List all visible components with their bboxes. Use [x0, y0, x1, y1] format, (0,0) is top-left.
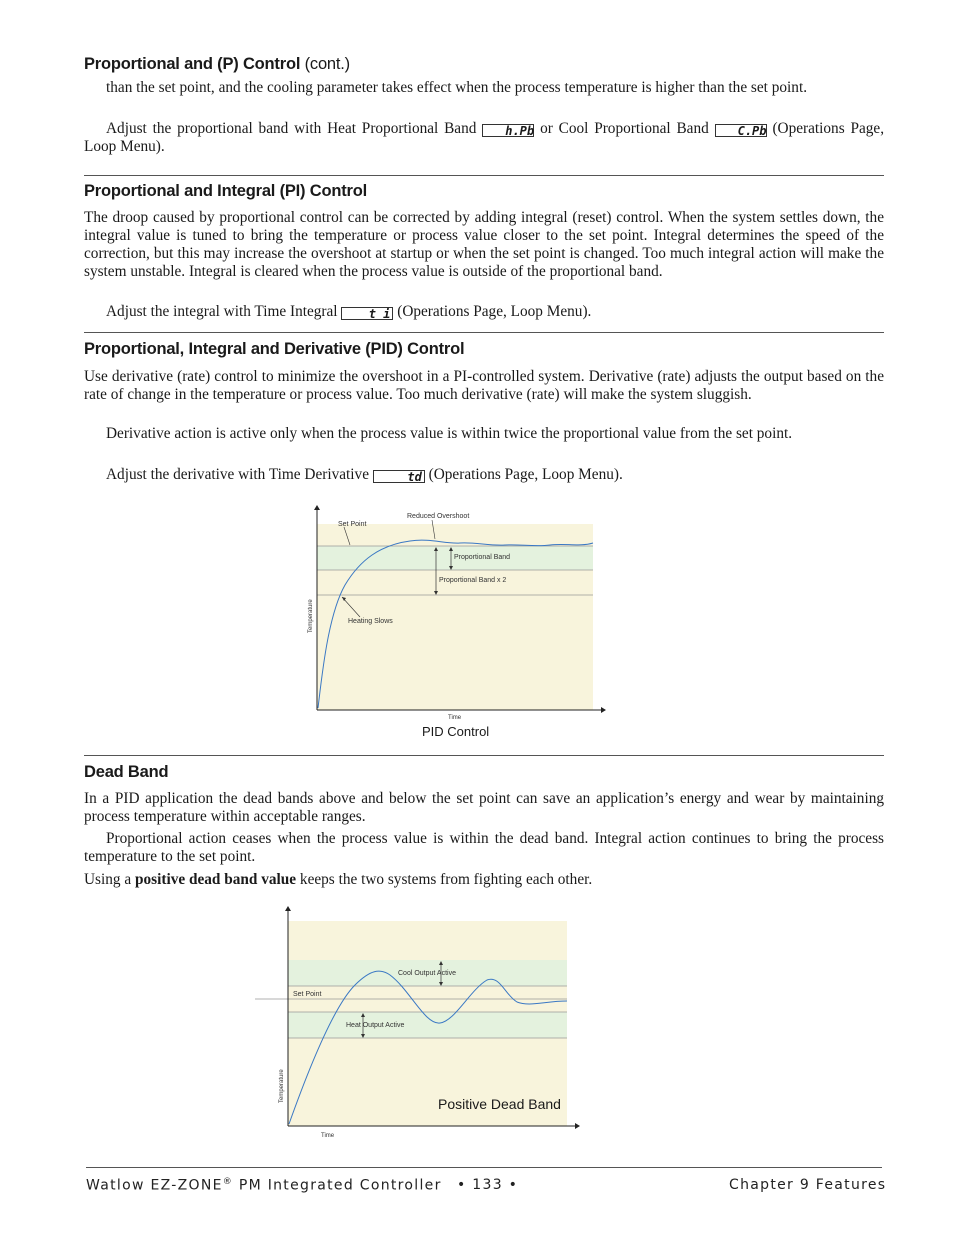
p-control-paragraph-1: than the set point, and the cooling parameter takes effect when the process temperature is higher than the set point. [106, 79, 808, 96]
set-point-label: Set Point [338, 521, 367, 528]
proportional-band-label: Proportional Band [454, 554, 511, 561]
section-heading-dead-band: Dead Band [84, 763, 169, 781]
section-divider [84, 175, 884, 176]
dead-band-paragraph-3: Using a positive dead band value keeps the two systems from fighting each other. [84, 871, 593, 888]
section-divider [84, 755, 884, 756]
dead-band-paragraph-1: In a PID application the dead bands above and below the set point can save an application’s energy and wear by maintaining process temperature within acceptable ranges. [84, 790, 884, 825]
section-divider [84, 332, 884, 333]
x-axis-label: Time [448, 715, 462, 721]
y-axis-arrow [285, 906, 291, 911]
reduced-overshoot-label: Reduced Overshoot [407, 513, 470, 520]
y-axis-label: Temperature [308, 599, 314, 633]
pi-control-paragraph-2: Adjust the integral with Time Integral t i (Operations Page, Loop Menu). [106, 303, 592, 321]
positive-dead-band-caption: Positive Dead Band [438, 1096, 561, 1112]
cool-output-label: Cool Output Active [398, 970, 456, 977]
pi-control-paragraph-1: The droop caused by proportional control can be corrected by adding integral (reset) control. When the system settles down, the integral value is tuned to bring the temperature or process value closer to the set point. Integral determines the speed of the correction, but this may increase the overshoot at startup or when the set point is changed. Too much integral action will make the system unstable. Integral is cleared when the process value is outside of the proportional band. [84, 209, 884, 280]
heat-proportional-band-lcd: h.Pb [482, 124, 534, 137]
pid-control-diagram [300, 505, 620, 730]
pid-control-paragraph-3: Adjust the derivative with Time Derivative td (Operations Page, Loop Menu). [106, 466, 623, 484]
footer-chapter: Chapter 9 Features [729, 1177, 887, 1193]
cool-proportional-band-lcd: C.Pb [715, 124, 767, 137]
pid-control-caption: PID Control [422, 724, 490, 739]
pid-control-paragraph-2: Derivative action is active only when the process value is within twice the proportional value from the set point. [106, 425, 793, 442]
section-heading-pid-control: Proportional, Integral and Derivative (PID) Control [84, 340, 465, 358]
x-axis-label: Time [321, 1133, 335, 1139]
time-integral-lcd: t i [341, 307, 393, 320]
section-heading-pi-control: Proportional and Integral (PI) Control [84, 182, 367, 200]
heating-slows-label: Heating Slows [348, 618, 393, 625]
x-axis-arrow [575, 1123, 580, 1129]
footer-page-number: • 133 • [457, 1177, 519, 1193]
set-point-label: Set Point [293, 991, 322, 998]
dead-band-paragraph-2: Proportional action ceases when the process value is within the dead band. Integral action continues to bring the process temperature to the set point. [84, 830, 884, 865]
y-axis-arrow [314, 505, 320, 510]
x-axis-arrow [601, 707, 606, 713]
section-heading-p-control: Proportional and (P) Control (cont.) [84, 55, 350, 73]
heat-output-label: Heat Output Active [346, 1022, 405, 1029]
p-control-paragraph-2: Adjust the proportional band with Heat Proportional Band h.Pb or Cool Proportional Band C.Pb (Operations Page, Loop Menu). [84, 120, 885, 155]
pid-control-paragraph-1: Use derivative (rate) control to minimize the overshoot in a PI-controlled system. Derivative (rate) adjusts the output based on the rate of change in the temperature or process value. Too much derivative (rate) will make the system sluggish. [84, 368, 884, 403]
footer-product: Watlow EZ-ZONE® PM Integrated Controller [86, 1177, 442, 1194]
proportional-band-x2-label: Proportional Band x 2 [439, 577, 507, 584]
time-derivative-lcd: td [373, 470, 425, 483]
y-axis-label: Temperature [279, 1069, 285, 1103]
footer-rule [86, 1167, 882, 1168]
